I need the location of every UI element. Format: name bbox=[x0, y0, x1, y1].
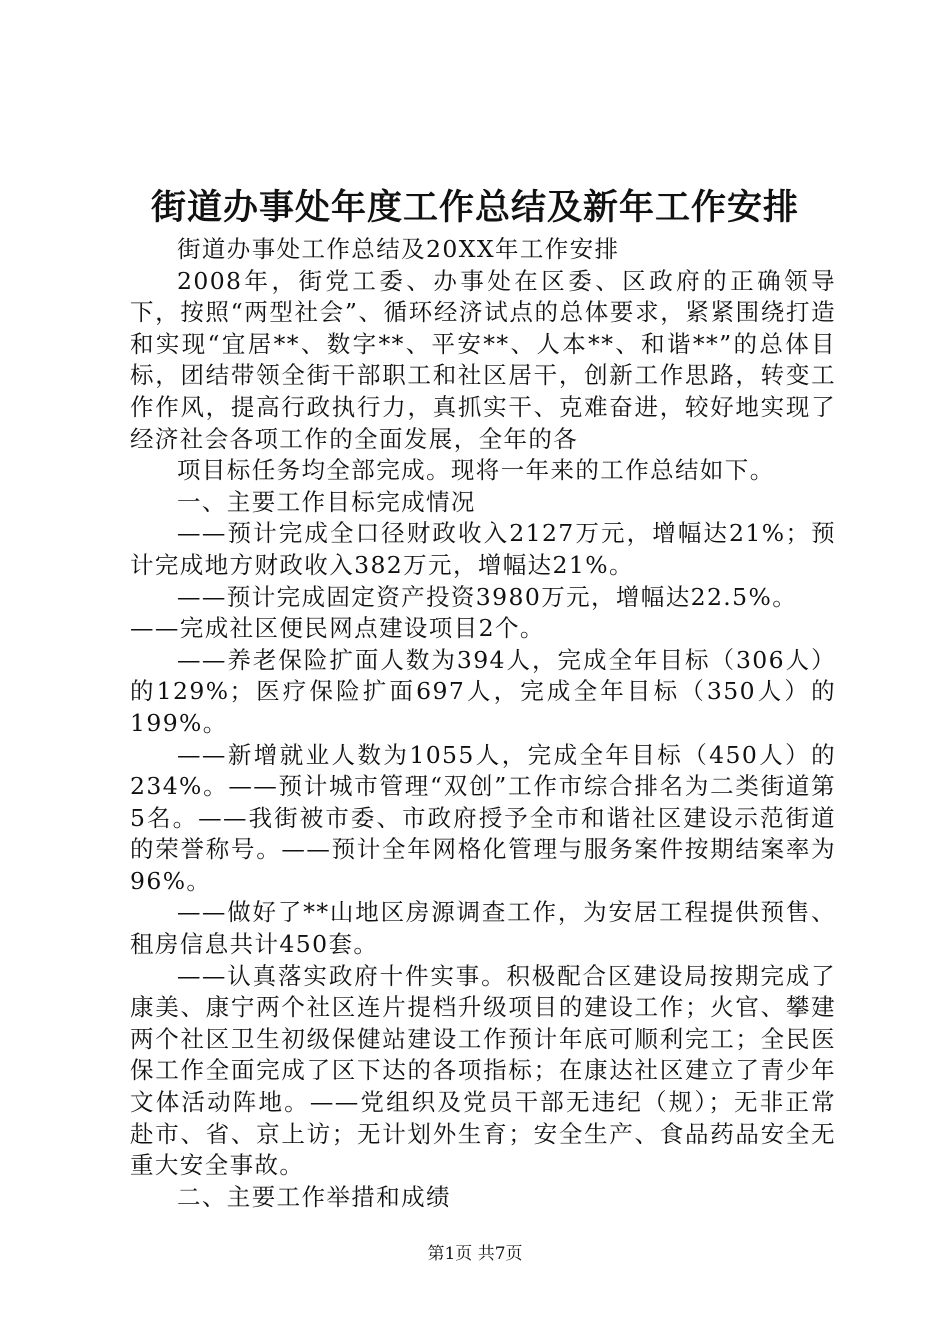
paragraph-intro: 2008年，街党工委、办事处在区委、区政府的正确领导下，按照“两型社会”、循环经济试点的总体要求，紧紧围绕打造和实现“宜居**、数字**、平安**、人本**、和谐**”的总体目标，团结带领全街干部职工和社区居干，创新工作思路，转变工作作风，提高行政执行力，真抓实干、克难奋进，较好地实现了经济社会各项工作的全面发展，全年的各 bbox=[130, 266, 836, 453]
document-body bbox=[130, 234, 836, 1213]
section-heading-1: 一、主要工作目标完成情况 bbox=[177, 487, 476, 516]
paragraph-government-projects: ——认真落实政府十件实事。积极配合区建设局按期完成了康美、康宁两个社区连片提档升级项目的建设工作；火官、攀建两个社区卫生初级保健站建设工作预计年底可顺利完工；全民医保工作全面完成了区下达的各项指标；在康达社区建立了青少年文体活动阵地。——党组织及党员干部无违纪（规）；无非正常赴市、省、京上访；无计划外生育；安全生产、食品药品安全无重大安全事故。 bbox=[130, 961, 836, 1180]
paragraph-fiscal-revenue: ——预计完成全口径财政收入2127万元，增幅达21%；预计完成地方财政收入382万元，增幅达21%。 bbox=[130, 519, 836, 579]
page-number-footer: 第1页 共7页 bbox=[427, 1244, 523, 1264]
paragraph-insurance: ——养老保险扩面人数为394人，完成全年目标（306人）的129%；医疗保险扩面697人，完成全年目标（350人）的199%。 bbox=[130, 645, 836, 737]
document-title: 街道办事处年度工作总结及新年工作安排 bbox=[150, 188, 799, 228]
paragraph-housing-survey: ——做好了**山地区房源调查工作，为安居工程提供预售、租房信息共计450套。 bbox=[130, 898, 836, 959]
paragraph-employment: ——新增就业人数为1055人，完成全年目标（450人）的234%。——预计城市管理“双创”工作市综合排名为二类街道第5名。——我街被市委、市政府授予全市和谐社区建设示范街道的荣誉称号。——预计全年网格化管理与服务案件按期结案率为96%。 bbox=[130, 740, 836, 895]
paragraph-service-points: ——完成社区便民网点建设项目2个。 bbox=[130, 614, 545, 643]
paragraph-intro-continued: 项目标任务均全部完成。现将一年来的工作总结如下。 bbox=[177, 456, 775, 485]
section-heading-2: 二、主要工作举措和成绩 bbox=[177, 1182, 451, 1211]
paragraph-fixed-investment: ——预计完成固定资产投资3980万元，增幅达22.5%。 bbox=[177, 582, 798, 611]
paragraph-subtitle: 街道办事处工作总结及20XX年工作安排 bbox=[177, 235, 620, 263]
